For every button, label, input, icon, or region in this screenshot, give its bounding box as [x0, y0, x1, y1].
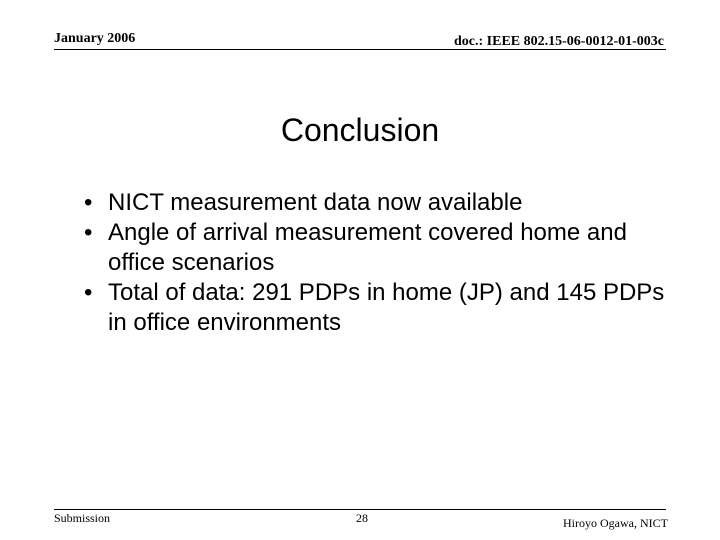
bullet-icon: • [84, 279, 93, 306]
bullet-list [84, 188, 684, 338]
header-date: January 2006 [54, 31, 136, 46]
slide-title: Conclusion [280, 112, 440, 148]
footer-submission: Submission [54, 511, 111, 525]
bullet-text: Angle of arrival measurement covered home and office scenarios [108, 219, 627, 276]
bullet-item [84, 278, 684, 338]
header-doc-id: doc.: IEEE 802.15-06-0012-01-003c [454, 34, 664, 49]
footer-divider [54, 509, 666, 510]
bullet-icon: • [84, 189, 93, 216]
bullet-icon: • [84, 219, 93, 246]
footer-author: Hiroyo Ogawa, NICT [563, 516, 668, 530]
bullet-item [84, 218, 684, 278]
bullet-item [84, 188, 684, 218]
bullet-text: Total of data: 291 PDPs in home (JP) and 145 PDPs in office environments [108, 279, 665, 336]
bullet-text: NICT measurement data now available [108, 189, 523, 216]
page-number: 28 [356, 511, 368, 525]
header-divider [54, 49, 666, 50]
